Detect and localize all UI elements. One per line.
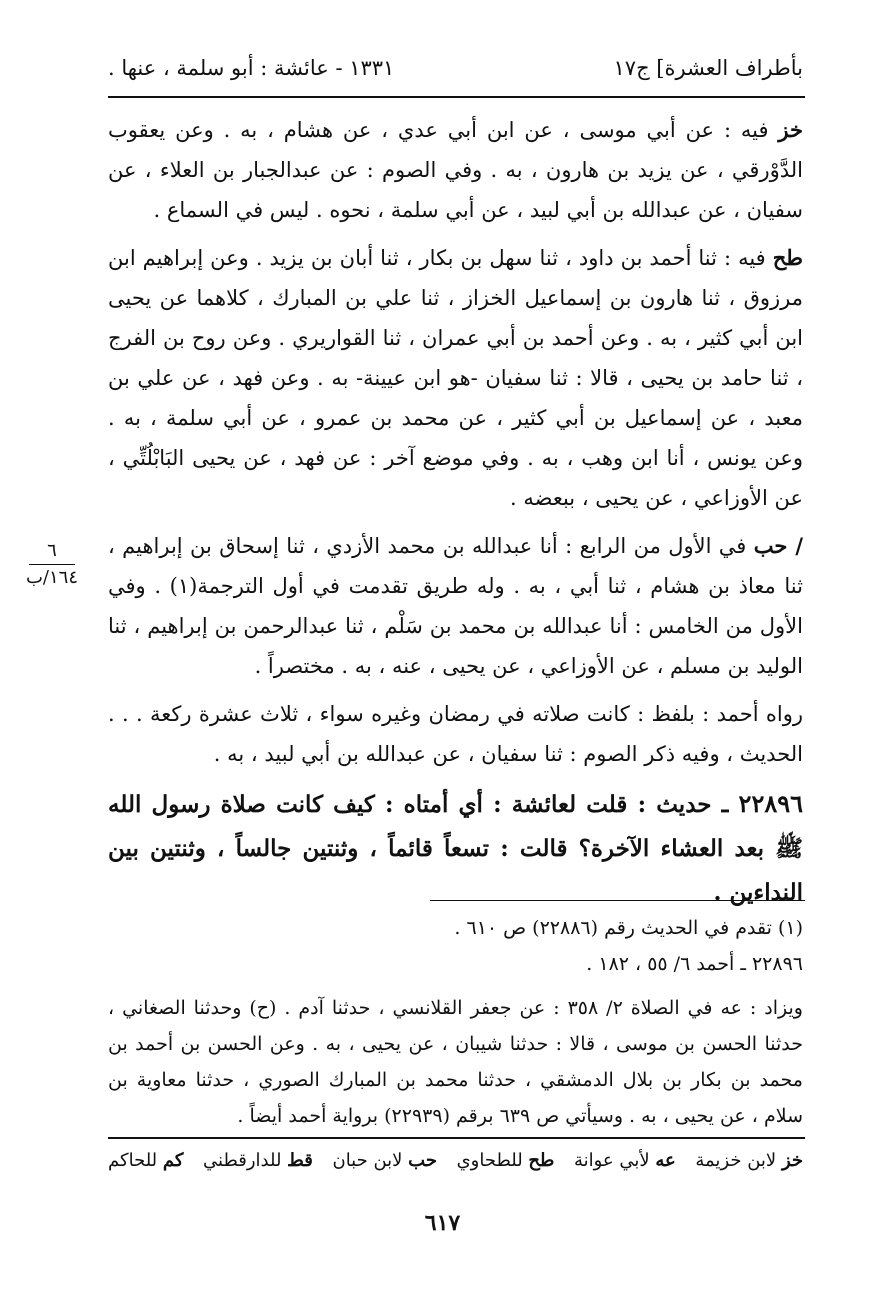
- margin-note-divider: [29, 564, 75, 565]
- footnote: (١) تقدم في الحديث رقم (٢٢٨٨٦) ص ٦١٠ .: [454, 917, 803, 939]
- abbreviation-item: حب لابن حبان: [332, 1150, 437, 1171]
- paragraph-ahmad: [108, 694, 803, 774]
- abbreviation-item: طح للطحاوي: [456, 1150, 555, 1171]
- header-section-title: ١٣٣١ - عائشة : أبو سلمة ، عنها .: [108, 56, 395, 80]
- footnote: ٢٢٨٩٦ ـ أحمد ٦/ ٥٥ ، ١٨٢ .: [586, 953, 803, 975]
- footnote-rule: [430, 900, 805, 901]
- paragraph-lead: / حب: [753, 533, 803, 558]
- abbreviation-item: قط للدارقطني: [203, 1150, 313, 1171]
- abbreviations-rule: [108, 1137, 805, 1139]
- header-rule: [108, 96, 805, 98]
- paragraph-lead: طح: [772, 245, 803, 270]
- abbreviation-item: خز لابن خزيمة: [695, 1150, 803, 1171]
- paragraph-text: فيه : ثنا أحمد بن داود ، ثنا سهل بن بكار ، ثنا أبان بن يزيد . وعن إبراهيم ابن مرزوق ، ثنا هارون بن إسماعيل الخزاز ، ثنا علي بن المبارك ، كلاهما عن يحيى ابن أبي كثير ، به . وعن أحمد بن أبي عمران ، ثنا القواريري . وعن روح بن الفرج ، ثنا حامد بن يحيى ، قالا : ثنا سفيان -هو ابن عيينة- به . وعن فهد ، عن علي بن معبد ، عن إسماعيل بن أبي كثير ، عن محمد بن عمرو ، عن أبي سلمة ، به . وعن يونس ، أنا ابن وهب ، به . وفي موضع آخر : عن فهد ، عن يحيى البَابْلُتِّي ، عن الأوزاعي ، عن يحيى ، ببعضه .: [108, 246, 803, 510]
- margin-note: [22, 540, 82, 589]
- hadith-entry: [108, 782, 803, 915]
- main-text: [108, 110, 803, 915]
- page-number: ٦١٧: [424, 1210, 461, 1236]
- margin-note-top: ٦: [47, 540, 57, 561]
- paragraph-text: فيه : عن أبي موسى ، عن ابن أبي عدي ، عن هشام ، به . وعن يعقوب الدَّوْرقي ، عن يزيد بن هارون ، به . وفي الصوم : عن عبدالجبار بن العلاء ، عن سفيان ، عن عبدالله بن أبي لبيد ، عن أبي سلمة ، نحوه . ليس في السماع .: [108, 118, 804, 222]
- footnote-gap: [108, 982, 803, 990]
- footnote: ويزاد : عه في الصلاة ٢/ ٣٥٨ : عن جعفر القلانسي ، حدثنا آدم . (ح) وحدثنا الصغاني ، حدثنا الحسن بن موسى ، قالا : حدثنا شيبان ، عن يحيى ، به . وعن الحسن بن أحمد بن محمد بن بكار بن بلال الدمشقي ، حدثنا محمد بن المبارك الصوري ، حدثنا معاوية بن سلام ، عن يحيى ، به . وسيأتي ص ٦٣٩ برقم (٢٢٩٣٩) برواية أحمد أيضاً .: [108, 997, 803, 1127]
- paragraph-th: [108, 238, 803, 518]
- header-book-title: بأطراف العشرة] ج١٧: [613, 56, 803, 80]
- paragraph-text: رواه أحمد : بلفظ : كانت صلاته في رمضان وغيره سواء ، ثلاث عشرة ركعة . . . الحديث ، وفيه ذكر الصوم : ثنا سفيان ، عن عبدالله بن أبي لبيد ، به .: [108, 702, 803, 766]
- hadith-number: ٢٢٨٩٦: [738, 789, 803, 818]
- abbreviation-item: كم للحاكم: [108, 1150, 184, 1171]
- footnotes: [108, 910, 803, 1134]
- hadith-text: ـ حديث : قلت لعائشة : أي أمتاه : كيف كانت صلاة رسول الله ﷺ بعد العشاء الآخرة؟ قالت : تسعاً قائماً ، وثنتين جالساً ، وثنتين بين النداءين .: [108, 791, 803, 906]
- paragraph-lead: خز: [778, 117, 803, 142]
- paragraph-khz: [108, 110, 803, 230]
- abbreviation-item: عه لأبي عوانة: [573, 1150, 676, 1171]
- paragraph-hb: [108, 526, 803, 686]
- running-header: [108, 52, 803, 92]
- margin-note-bottom: ١٦٤/ب: [25, 567, 79, 588]
- paragraph-text: في الأول من الرابع : أنا عبدالله بن محمد الأزدي ، ثنا إسحاق بن إبراهيم ، ثنا معاذ بن هشام ، ثنا أبي ، به . وله طريق تقدمت في أول الترجمة(١) . وفي الأول من الخامس : أنا عبدالله بن محمد بن سَلْم ، ثنا عبدالرحمن بن إبراهيم ، ثنا الوليد بن مسلم ، عن الأوزاعي ، عن يحيى ، عنه ، به . مختصراً .: [108, 534, 803, 678]
- abbreviations-key: [108, 1150, 803, 1171]
